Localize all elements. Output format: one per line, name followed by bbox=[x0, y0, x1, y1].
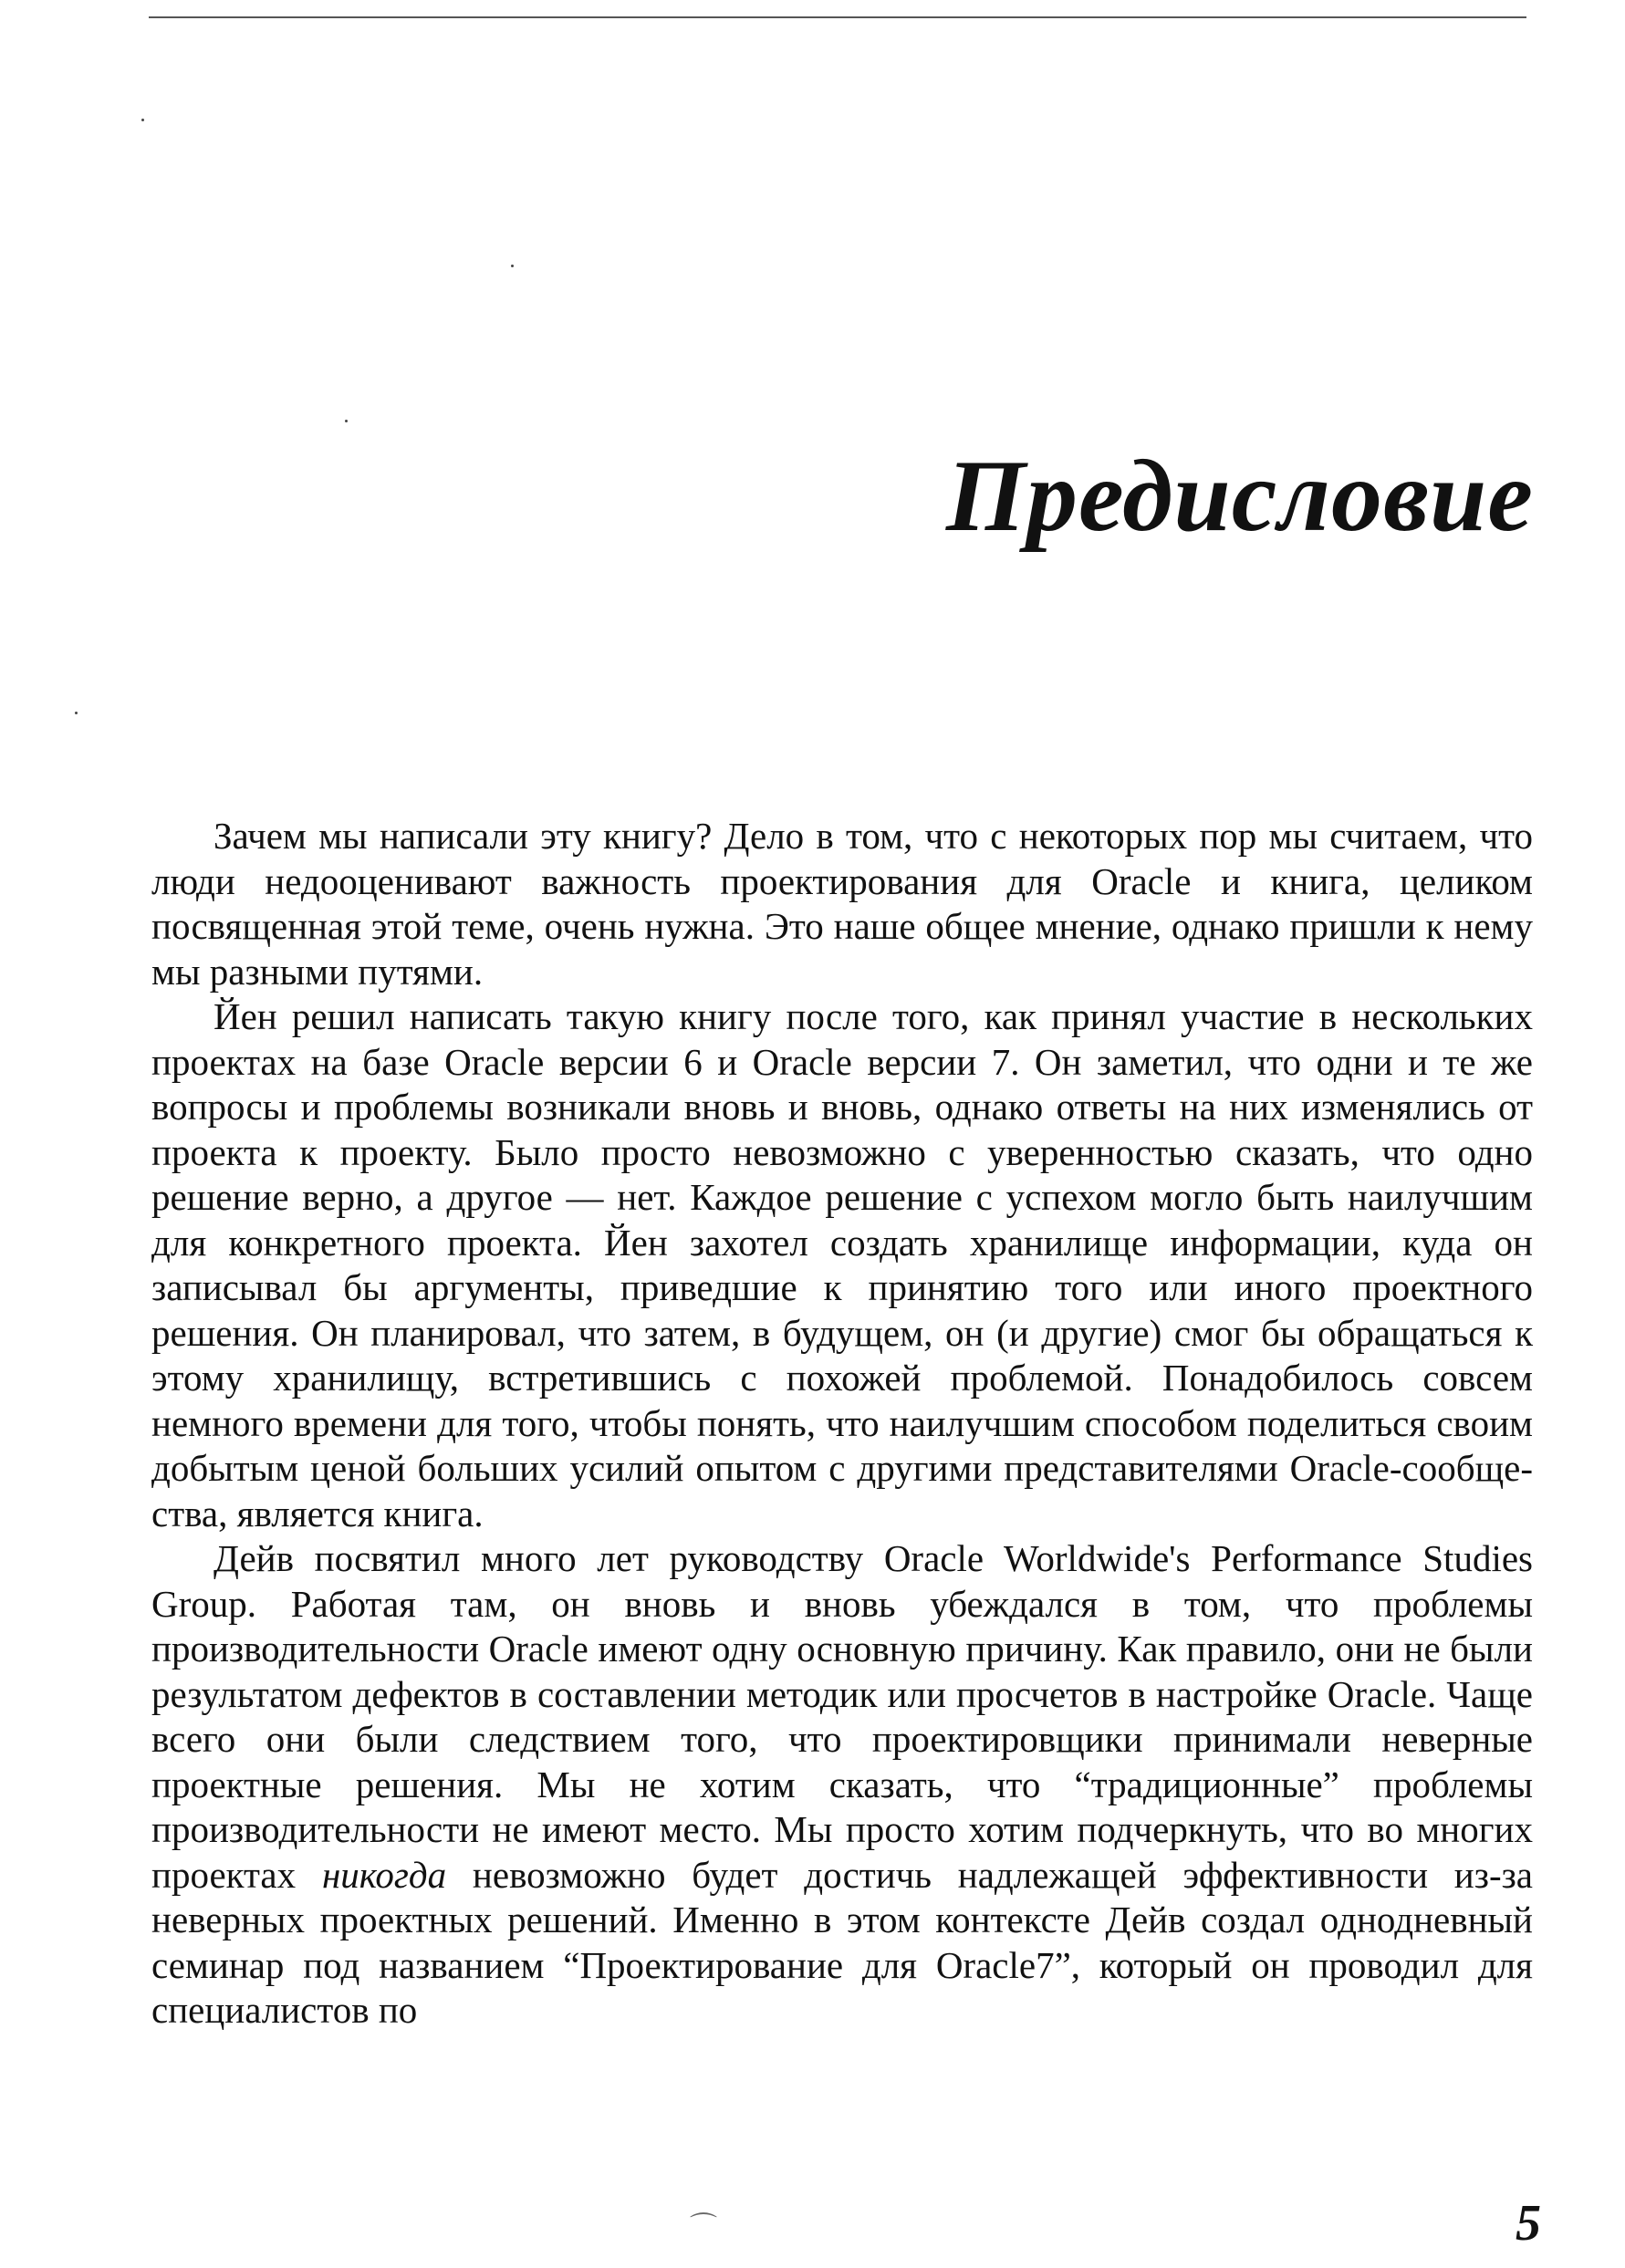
emphasis-word: никогда bbox=[321, 1853, 447, 1896]
body-text bbox=[151, 814, 1533, 2034]
chapter-title: Предисловие bbox=[945, 440, 1534, 553]
scan-speck bbox=[75, 712, 78, 714]
scan-speck bbox=[345, 420, 348, 422]
top-rule bbox=[149, 16, 1526, 18]
page-number: 5 bbox=[1516, 2195, 1541, 2252]
scan-artifact-mark: ⌒ bbox=[690, 2212, 717, 2242]
scan-speck bbox=[511, 265, 514, 267]
paragraph-3-text-start: Дейв посвятил много лет руководству Oracle Worldwide's Performance Studies Group. Работая там, он вновь и вновь убеждался в том, что проблемы производительности Oracle имеют одну основную причину. Как правило, они не были результатом дефектов в составлении методик или просчетов в настройке Oracle. Чаще всего они были следствием того, что проектировщики принимали неверные проектные решения. Мы не хотим сказать, что “традиционные” проблемы производительности не имеют место. Мы просто хотим подчеркнуть, что во многих проектах bbox=[151, 1537, 1533, 1896]
paragraph-3 bbox=[151, 1536, 1533, 2034]
paragraph-3-text-end: невозможно будет достичь надлежащей эффективности из-за неверных проектных решений. Именно в этом контексте Дейв создал однодневный семинар под названием “Проектирование для Oracle7”, который он проводил для специалистов по bbox=[151, 1853, 1533, 2031]
paragraph-1: Зачем мы написали эту книгу? Дело в том, что с некоторых пор мы считаем, что люди недооценивают важность проектирования для Oracle и книга, целиком посвященная этой теме, очень нужна. Это наше общее мнение, однако пришли к нему мы разными путями. bbox=[151, 815, 1533, 993]
scan-speck bbox=[141, 119, 144, 121]
paragraph-2: Йен решил написать такую книгу после того, как принял участие в нескольких проектах на базе Oracle версии 6 и Oracle версии 7. Он заметил, что одни и те же вопросы и проблемы возникали вновь и вновь, однако ответы на них изменялись от проекта к проекту. Было просто невозможно с уверенностью сказать, что одно решение верно, а другое — нет. Каждое решение с успехом могло быть наилучшим для конкретного проекта. Йен захотел создать хранилище информации, куда он записывал бы аргументы, приведшие к принятию того или иного проектного решения. Он планировал, что затем, в будущем, он (и другие) смог бы обращаться к этому хранилищу, встретившись с похожей проблемой. Понадобилось совсем немного времени для того, чтобы понять, что наилучшим способом поделиться своим добытым ценой больших усилий опытом с другими представителями Oracle-сообщества, является книга. bbox=[151, 995, 1533, 1535]
